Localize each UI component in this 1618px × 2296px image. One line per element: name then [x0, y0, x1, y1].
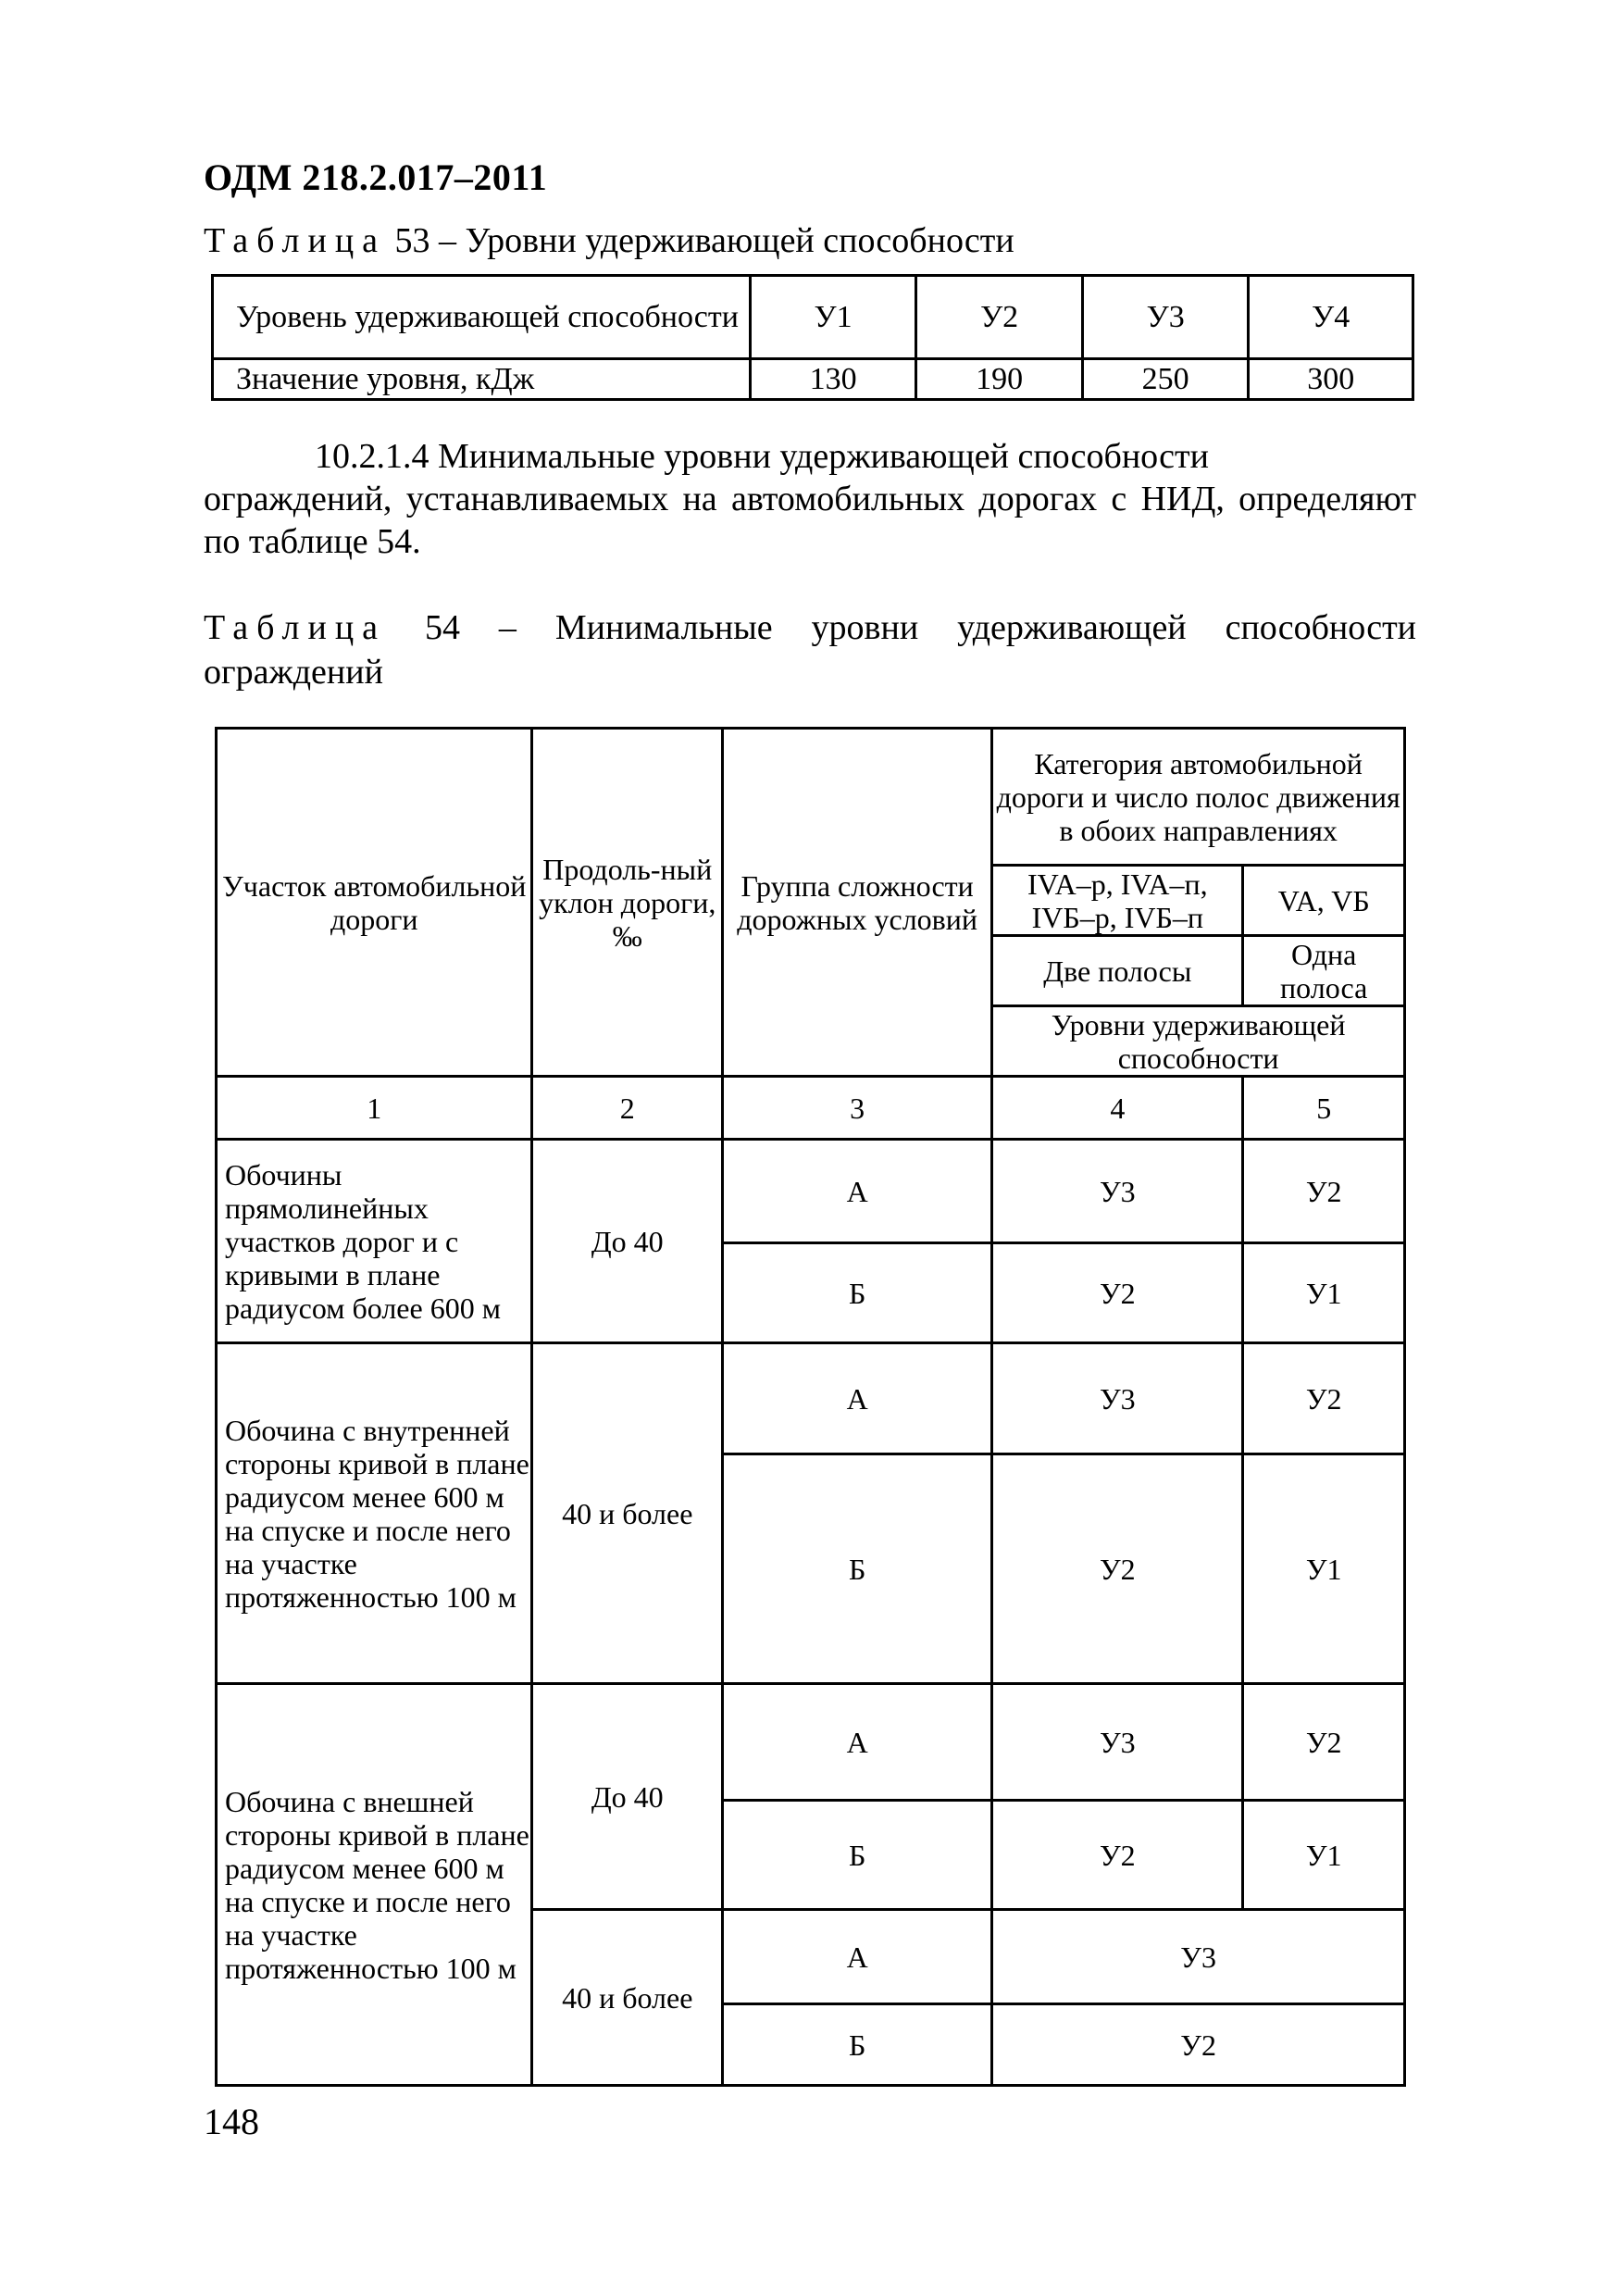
level-cell: У1 [1243, 1243, 1405, 1343]
group-cell: Б [723, 1801, 992, 1910]
column-number: 3 [723, 1077, 992, 1140]
table-53-caption [204, 218, 1014, 263]
level-cell: У2 [992, 1454, 1243, 1684]
level-cell: У3 [992, 1684, 1243, 1801]
table-53-level: У3 [1082, 276, 1249, 359]
table-53-value: 130 [750, 359, 916, 400]
level-cell: У1 [1243, 1801, 1405, 1910]
table-53-value: 250 [1082, 359, 1249, 400]
table-53-level: У4 [1249, 276, 1413, 359]
level-cell: У2 [1243, 1343, 1405, 1454]
level-cell: У2 [1243, 1140, 1405, 1243]
paragraph-10-2-1-4 [204, 435, 1416, 563]
level-cell: У2 [992, 1801, 1243, 1910]
table-54 [215, 727, 1406, 2087]
slope-value: 40 и более [532, 1910, 723, 2086]
level-cell: У2 [1243, 1684, 1405, 1801]
column-number: 1 [217, 1077, 532, 1140]
level-cell: У2 [992, 2004, 1405, 2086]
group-cell: А [723, 1910, 992, 2004]
table-54-caption [204, 605, 1416, 694]
group-cell: А [723, 1343, 992, 1454]
header-difficulty-group: Группа сложности дорожных условий [723, 729, 992, 1077]
table-53-row-levels [213, 276, 1413, 359]
level-cell: У3 [992, 1343, 1243, 1454]
table-54-header-row [217, 729, 1405, 866]
table-53-level: У2 [916, 276, 1083, 359]
level-cell: У2 [992, 1243, 1243, 1343]
table-row [217, 1684, 1405, 1801]
table-row [217, 1343, 1405, 1454]
column-number: 4 [992, 1077, 1243, 1140]
table-53 [211, 274, 1414, 401]
slope-value: 40 и более [532, 1343, 723, 1684]
header-category-iv: IVA–р, IVA–п, IVБ–р, IVБ–п [992, 866, 1243, 936]
group-cell: Б [723, 1243, 992, 1343]
header-section: Участок автомобильной дороги [217, 729, 532, 1077]
table-54-caption-text: 54 – Минимальные уровни удерживающей способности ограждений [204, 608, 1417, 692]
header-road-category: Категория автомобильной дороги и число полос движения в обоих направлениях [992, 729, 1405, 866]
table-53-row-values [213, 359, 1413, 400]
table-row [217, 1140, 1405, 1243]
group-cell: Б [723, 2004, 992, 2086]
table-53-caption-text: 53 – Уровни удерживающей способности [394, 221, 1014, 260]
slope-value: До 40 [532, 1140, 723, 1343]
group-cell: А [723, 1684, 992, 1801]
table-54-caption-label: Таблица [204, 608, 387, 647]
table-53-value: 190 [916, 359, 1083, 400]
paragraph-first-line: 10.2.1.4 Минимальные уровни удерживающей способности [315, 437, 1209, 476]
column-number: 2 [532, 1077, 723, 1140]
group-cell: Б [723, 1454, 992, 1684]
section-name: Обочины прямолинейных участков дорог и с кривыми в плане радиусом более 600 м [217, 1140, 532, 1343]
section-name: Обочина с внутренней стороны кривой в плане радиусом менее 600 м на спуске и после него на участке протяженностью 100 м [217, 1343, 532, 1684]
header-one-lane: Одна полоса [1243, 936, 1405, 1006]
table-53-caption-label: Таблица [204, 221, 387, 260]
header-slope: Продоль-ный уклон дороги, ‰ [532, 729, 723, 1077]
table-53-row-label: Уровень удерживающей способности [213, 276, 751, 359]
level-cell: У3 [992, 1910, 1405, 2004]
section-name: Обочина с внешней стороны кривой в плане радиусом менее 600 м на спуске и после него на участке протяженностью 100 м [217, 1684, 532, 2086]
table-53-value: 300 [1249, 359, 1413, 400]
column-number: 5 [1243, 1077, 1405, 1140]
group-cell: А [723, 1140, 992, 1243]
header-containment-levels: Уровни удерживающей способности [992, 1006, 1405, 1077]
table-53-level: У1 [750, 276, 916, 359]
header-category-v: VA, VБ [1243, 866, 1405, 936]
document-code: ОДМ 218.2.017–2011 [204, 156, 548, 198]
header-two-lanes: Две полосы [992, 936, 1243, 1006]
level-cell: У1 [1243, 1454, 1405, 1684]
table-53-row-label: Значение уровня, кДж [213, 359, 751, 400]
level-cell: У3 [992, 1140, 1243, 1243]
slope-value: До 40 [532, 1684, 723, 1910]
page-number: 148 [204, 2101, 259, 2142]
paragraph-rest: ограждений, устанавливаемых на автомобильных дорогах с НИД, определяют по таблице 54. [204, 480, 1416, 561]
table-54-number-row [217, 1077, 1405, 1140]
